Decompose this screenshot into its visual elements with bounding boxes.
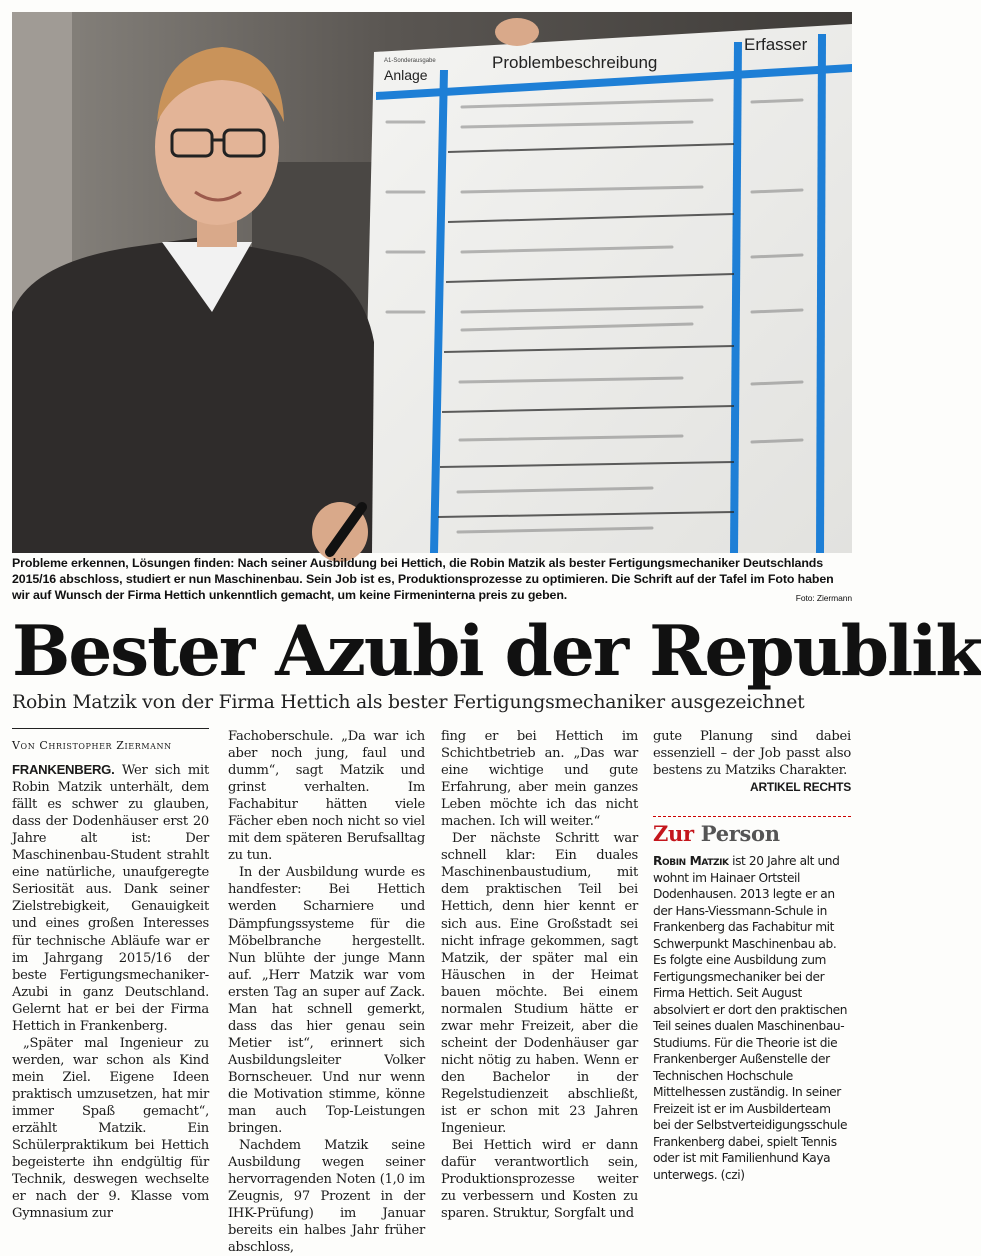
- paragraph-1-text: Wer sich mit Robin Matzik unterhält, dem fällt es schwer zu glauben, dass der Dodenhäuser erst 20 Jahre alt ist: Der Maschinenbau-Student strahlt eine natürliche, unaufgeregte Seriosität aus. Dank seiner Zielstrebigkeit, Genauigkeit und eines großen Interesses für technische Abläufe war er im Jahrgang 2015/16 der beste Fertigungsmechaniker-Azubi in ganz Deutschland. Gelernt hat er bei der Firma Hettich in Frankenberg.: [12, 763, 209, 1034]
- box-person-name: Robin Matzik: [653, 854, 729, 868]
- byline-rule: [12, 728, 209, 729]
- photo-credit: Foto: Ziermann: [795, 593, 852, 603]
- board-small-label: A1-Sonderausgabe: [384, 58, 436, 64]
- article-photo: [12, 12, 852, 553]
- photo-illustration: [12, 12, 852, 553]
- board-header-anlage: Anlage: [384, 67, 428, 83]
- paragraph-1: [12, 761, 209, 1035]
- article-column-4: [653, 728, 851, 796]
- box-text: ist 20 Jahre alt und wohnt im Hainaer Ortsteil Dodenhausen. 2013 legte er an der Hans-Viessmann-Schule in Frankenberg das Fachabitur mit Schwerpunkt Maschinenbau ab. Es folgte eine Ausbildung zum Fertigungsmechaniker bei der Firma Hettich. Seit August absolviert er dort den praktischen Teil seines dualen Maschinenbau-Studiums. Für die Theorie ist die Frankenberger Außenstelle der Technischen Hochschule Mittelhessen zuständig. In seiner Freizeit ist er im Ausbilderteam bei der Selbstverteidigungsschule Frankenberg dabei, spielt Tennis oder ist mit Familienhund Kaya unterwegs. (czi): [653, 854, 848, 1182]
- paragraph-5: Nachdem Matzik seine Ausbildung wegen seiner hervorragenden Noten (1,0 im Zeugnis, 97 Prozent in der IHK-Prüfung) im Januar bereits ein halbes Jahr früher abschloss,: [228, 1138, 425, 1256]
- box-title: [653, 821, 851, 847]
- paragraph-6: fing er bei Hettich im Schichtbetrieb an. „Das war eine wichtige und gute Erfahrung, aber mein ganzes Leben möchte ich das nicht machen. Ich will weiter.“: [441, 729, 638, 830]
- article-column-3: [441, 728, 638, 1222]
- box-body: [653, 853, 851, 1183]
- board-header-erfasser: Erfasser: [744, 35, 808, 54]
- article-column-2: [228, 728, 425, 1256]
- dateline: FRANKENBERG.: [12, 762, 115, 778]
- caption-text: Probleme erkennen, Lösungen finden: Nach seiner Ausbildung bei Hettich, die Robin Matzik als bester Fertigungsmechaniker Deutschlands 2015/16 abschloss, studiert er nun Maschinenbau. Sein Job ist es, Produktionsprozesse zu optimieren. Die Schrift auf der Tafel im Foto haben wir auf Wunsch der Firma Hettich unkenntlich gemacht, um keine Firmeninterna preis zu geben.: [12, 556, 834, 602]
- article-column-1: [12, 728, 209, 1222]
- board-header-problem: Problembeschreibung: [492, 53, 658, 72]
- photo-caption: [12, 555, 852, 606]
- person-info-box: [653, 816, 851, 1183]
- box-title-red: Zur: [653, 821, 694, 846]
- paragraph-9: gute Planung sind dabei essenziell – der Job passt also bestens zu Matziks Charakter.: [653, 729, 851, 779]
- subheadline: Robin Matzik von der Firma Hettich als bester Fertigungsmechaniker ausgezeichnet: [12, 692, 805, 713]
- box-divider: [653, 816, 851, 817]
- paragraph-8: Bei Hettich wird er dann dafür verantwortlich sein, Produktionsprozesse weiter zu verbessern und Kosten zu sparen. Struktur, Sorgfalt und: [441, 1138, 638, 1222]
- byline: Von Christopher Ziermann: [12, 739, 172, 752]
- continued-note: ARTIKEL RECHTS: [750, 780, 851, 795]
- paragraph-3: Fachoberschule. „Da war ich aber noch jung, faul und dumm“, sagt Matzik und grinst verhalten. Im Fachabitur hätten viele Fächer eben noch nicht so viel mit dem späteren Berufsalltag zu tun.: [228, 729, 425, 864]
- paragraph-4: In der Ausbildung wurde es handfester: Bei Hettich werden Scharniere und Dämpfungssysteme für die Möbelbranche hergestellt. Nun blühte der junge Mann auf. „Herr Matzik war vom ersten Tag an super auf Zack. Man hat schnell gemerkt, dass das hier genau sein Metier ist“, erinnert sich Ausbildungsleiter Volker Bornscheuer. Und nur wenn die Motivation stimme, könne man auch Top-Leistungen bringen.: [228, 865, 425, 1137]
- paragraph-2: „Später mal Ingenieur zu werden, war schon als Kind mein Ziel. Eigene Ideen praktisch umzusetzen, hat mir immer Spaß gemacht“, erzählt Matzik. Ein Schülerpraktikum bei Hettich begeisterte ihn endgültig für Technik, deswegen wechselte er nach der 9. Klasse vom Gymnasium zur: [12, 1035, 209, 1222]
- headline: Bester Azubi der Republik: [12, 611, 981, 692]
- box-title-rest: Person: [700, 821, 780, 846]
- paragraph-7: Der nächste Schritt war schnell klar: Ein duales Maschinenbaustudium, mit dem praktischen Teil bei Hettich, denn hier kennt er sich aus. Eine Großstadt sei nicht infrage gekommen, sagt Matzik, der später mal ein Häuschen in der Heimat bauen möchte. Bei einem normalen Studium hätte er zwar mehr Freizeit, aber die scheint der Dodenhäuser gar nicht nötig zu haben. Wenn er den Bachelor in der Regelstudienzeit abschließt, ist er schon mit 23 Jahren Ingenieur.: [441, 831, 638, 1137]
